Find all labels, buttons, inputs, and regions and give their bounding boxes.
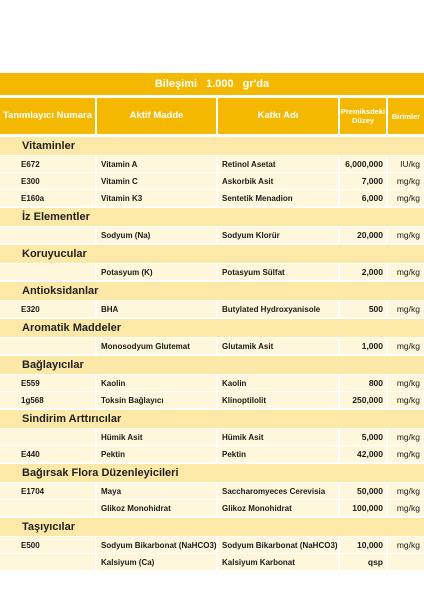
table-row bbox=[0, 264, 424, 280]
cell-active: Kalsiyum (Ca) bbox=[97, 554, 216, 570]
cell-additive: Glutamik Asit bbox=[218, 338, 338, 354]
cell-code: E672 bbox=[0, 156, 95, 172]
cell-unit: mg/kg bbox=[388, 500, 424, 516]
cell-active: Vitamin A bbox=[97, 156, 216, 172]
header-unit: Birimler bbox=[388, 98, 424, 134]
cell-additive: Sodyum Bikarbonat (NaHCO3) bbox=[218, 537, 338, 553]
cell-code bbox=[0, 500, 95, 516]
section-heading: Bağlayıcılar bbox=[0, 356, 424, 374]
table-header bbox=[0, 98, 424, 134]
cell-level: 50,000 bbox=[340, 483, 386, 499]
cell-level: 20,000 bbox=[340, 227, 386, 243]
cell-additive: Potasyum Sülfat bbox=[218, 264, 338, 280]
cell-code: E1704 bbox=[0, 483, 95, 499]
cell-additive: Sentetik Menadion bbox=[218, 190, 338, 206]
cell-active: Vitamin C bbox=[97, 173, 216, 189]
section-heading: Vitaminler bbox=[0, 137, 424, 155]
cell-unit: mg/kg bbox=[388, 264, 424, 280]
cell-active: Maya bbox=[97, 483, 216, 499]
table-row bbox=[0, 338, 424, 354]
cell-level: 2,000 bbox=[340, 264, 386, 280]
section-heading: Bağırsak Flora Düzenleyicileri bbox=[0, 464, 424, 482]
cell-unit bbox=[388, 554, 424, 570]
section-heading: Koruyucular bbox=[0, 245, 424, 263]
cell-unit: mg/kg bbox=[388, 392, 424, 408]
cell-unit: mg/kg bbox=[388, 429, 424, 445]
section-heading: Taşıyıcılar bbox=[0, 518, 424, 536]
table-row bbox=[0, 156, 424, 172]
table-title: Bileşimi 1.000 gr'da bbox=[0, 73, 424, 95]
cell-level: 6,000,000 bbox=[340, 156, 386, 172]
cell-unit: mg/kg bbox=[388, 301, 424, 317]
cell-active: Kaolin bbox=[97, 375, 216, 391]
cell-code: E320 bbox=[0, 301, 95, 317]
cell-code: E300 bbox=[0, 173, 95, 189]
cell-unit: IU/kg bbox=[388, 156, 424, 172]
cell-unit: mg/kg bbox=[388, 446, 424, 462]
cell-code: 1g568 bbox=[0, 392, 95, 408]
cell-active: Hümik Asit bbox=[97, 429, 216, 445]
table-row bbox=[0, 227, 424, 243]
cell-level: 10,000 bbox=[340, 537, 386, 553]
cell-level: qsp bbox=[340, 554, 386, 570]
cell-additive: Sodyum Klorür bbox=[218, 227, 338, 243]
cell-code: E500 bbox=[0, 537, 95, 553]
cell-additive: Retinol Asetat bbox=[218, 156, 338, 172]
cell-unit: mg/kg bbox=[388, 375, 424, 391]
cell-additive: Pektin bbox=[218, 446, 338, 462]
cell-unit: mg/kg bbox=[388, 227, 424, 243]
cell-active: Glikoz Monohidrat bbox=[97, 500, 216, 516]
cell-unit: mg/kg bbox=[388, 537, 424, 553]
table-body bbox=[0, 135, 424, 571]
cell-code bbox=[0, 429, 95, 445]
cell-code: E160a bbox=[0, 190, 95, 206]
table-row bbox=[0, 500, 424, 516]
cell-code bbox=[0, 227, 95, 243]
cell-code bbox=[0, 264, 95, 280]
table-row bbox=[0, 301, 424, 317]
cell-active: Vitamin K3 bbox=[97, 190, 216, 206]
table-row bbox=[0, 173, 424, 189]
cell-active: Potasyum (K) bbox=[97, 264, 216, 280]
cell-code: E559 bbox=[0, 375, 95, 391]
cell-level: 1,000 bbox=[340, 338, 386, 354]
table-row bbox=[0, 190, 424, 206]
cell-code bbox=[0, 554, 95, 570]
cell-unit: mg/kg bbox=[388, 338, 424, 354]
cell-additive: Glikoz Monohidrat bbox=[218, 500, 338, 516]
cell-additive: Askorbik Asit bbox=[218, 173, 338, 189]
cell-level: 6,000 bbox=[340, 190, 386, 206]
cell-active: Toksin Bağlayıcı bbox=[97, 392, 216, 408]
cell-active: Sodyum Bikarbonat (NaHCO3) bbox=[97, 537, 216, 553]
table-row bbox=[0, 554, 424, 570]
cell-level: 800 bbox=[340, 375, 386, 391]
cell-level: 42,000 bbox=[340, 446, 386, 462]
cell-active: BHA bbox=[97, 301, 216, 317]
table-row bbox=[0, 483, 424, 499]
section-heading: Aromatik Maddeler bbox=[0, 319, 424, 337]
cell-active: Sodyum (Na) bbox=[97, 227, 216, 243]
cell-code bbox=[0, 338, 95, 354]
cell-level: 5,000 bbox=[340, 429, 386, 445]
cell-additive: Kaolin bbox=[218, 375, 338, 391]
cell-level: 500 bbox=[340, 301, 386, 317]
section-heading: İz Elementler bbox=[0, 208, 424, 226]
section-heading: Antioksidanlar bbox=[0, 282, 424, 300]
cell-additive: Kalsiyum Karbonat bbox=[218, 554, 338, 570]
cell-code: E440 bbox=[0, 446, 95, 462]
table-row bbox=[0, 446, 424, 462]
section-heading: Sindirim Arttırıcılar bbox=[0, 410, 424, 428]
table-row bbox=[0, 375, 424, 391]
cell-additive: Saccharomyeces Cerevisia bbox=[218, 483, 338, 499]
table-row bbox=[0, 537, 424, 553]
cell-level: 100,000 bbox=[340, 500, 386, 516]
table-row bbox=[0, 429, 424, 445]
cell-additive: Butylated Hydroxyanisole bbox=[218, 301, 338, 317]
header-additive: Katkı Adı bbox=[218, 98, 338, 134]
cell-additive: Hümik Asit bbox=[218, 429, 338, 445]
cell-additive: Klinoptilolit bbox=[218, 392, 338, 408]
cell-level: 250,000 bbox=[340, 392, 386, 408]
header-active: Aktif Madde bbox=[97, 98, 216, 134]
header-level: Premiksdeki Düzey bbox=[340, 98, 386, 134]
cell-unit: mg/kg bbox=[388, 483, 424, 499]
cell-level: 7,000 bbox=[340, 173, 386, 189]
header-code: Tanımlayıcı Numara bbox=[0, 98, 95, 134]
cell-active: Pektin bbox=[97, 446, 216, 462]
cell-unit: mg/kg bbox=[388, 190, 424, 206]
cell-unit: mg/kg bbox=[388, 173, 424, 189]
table-row bbox=[0, 392, 424, 408]
cell-active: Monosodyum Glutemat bbox=[97, 338, 216, 354]
